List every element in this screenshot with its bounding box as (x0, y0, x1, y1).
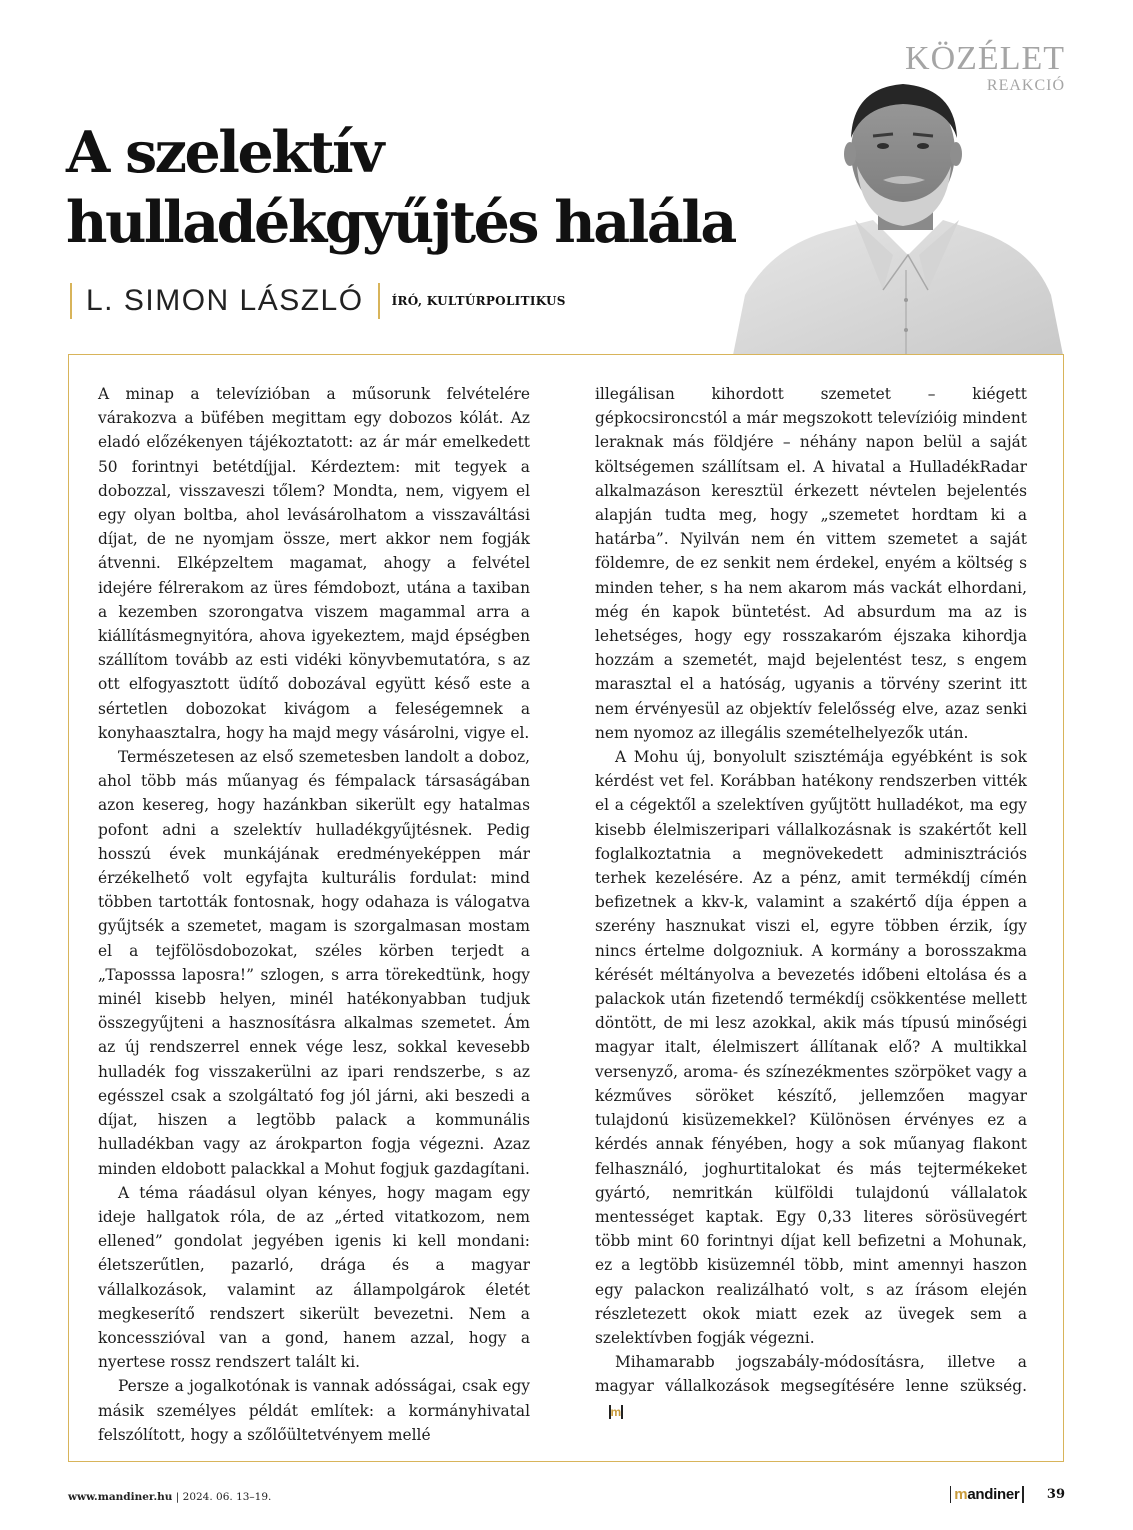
paragraph-final (595, 1350, 1027, 1424)
byline-bar-right (378, 283, 380, 319)
footer-separator: | (175, 1491, 183, 1503)
article-column-right (595, 382, 1027, 1424)
paragraph: Természetesen az első szemetesben landolt a doboz, ahol több más műanyag és fémpalack társaságában azon kesereg, hogy hazánkban sikerült egy hatalmas pofont adni a szelektív hulladékgyűjtésnek. Pedig hosszú évek munkájának eredményeképpen már érzékelhető volt egyfajta kulturális fordulat: mind többen tartották fontosnak, hogy odahaza is válogatva gyűjtsék a szemetet, magam is szorgalmasan mostam el a tejfölösdobozokat, széles körben terjedt a „Taposssa laposra!” szlogen, s arra törekedtünk, hogy minél kisebb helyen, minél hatékonyabban tudjuk összegyűjteni a hasznosításra alkalmas szemetet. Ám az új rendszerrel ennek vége lesz, sokkal kevesebb hulladék fog visszakerülni az ipari rendszerbe, s az egésszel csak a szolgáltató fog jól járni, aki beszedi a díjat, hiszen a legtöbb palack a kommunális hulladékban vagy az árokparton fogja végezni. Azaz minden eldobott palackkal a Mohut fogjuk gazdagítani. (98, 748, 530, 1178)
headline-line-1: A szelektív (66, 119, 382, 186)
page-number: 39 (1046, 1487, 1065, 1502)
logo-m: m (954, 1486, 968, 1503)
author-role: ÍRÓ, KULTÚRPOLITIKUS (391, 294, 566, 308)
author-name: L. SIMON LÁSZLÓ (86, 284, 364, 317)
footer-brand (947, 1486, 1065, 1503)
author-portrait (733, 77, 1065, 355)
logo-text: andiner (967, 1486, 1020, 1503)
paragraph: A Mohu új, bonyolult szisztémája egyébként is sok kérdést vet fel. Korábban hatékony rendszerben vitték el a cégektől a szelektíven gyűjtött hulladékot, ma egy kisebb élelmiszeripari vállalkozásnak is szakértőt kell foglalkoztatnia a megnövekedett adminisztrációs terhek kezelésére. Az a pénz, amit termékdíj címén befizetnek a kkv-k, valamint a szakértő díja éppen a szerény hasznukat viszi el, egyre többen érzik, így nincs értelme dolgozniuk. A kormány a borosszakma kérését méltányolva a bevezetés időbeni eltolása és a palackok után fizetendő termékdíj csökkentése mellett döntött, de mi lesz azokkal, akik más típusú minőségi magyar italt, élelmiszert állítanak elő? A multikkal versenyző, aroma- és színezékmentes szörpöket vagy a kézműves söröket készítő, jellemzően magyar tulajdonú kisüzemekkel? Különösen érvényes ez a kérdés annak fényében, hogy a sok műanyag flakont felhasználó, joghurtitalokat és más tejtermékeket gyártó, nemritkán külföldi tulajdonú vállalatok mentességet kaptak. Egy 0,33 literes sörösüvegért több mint 60 forintnyi díjat kell befizetni a Mohunak, ez a legtöbb kisüzemnél több, mint amennyi haszon egy palackon realizálható volt, s az írásom elején részletezett okok miatt ezek az üvegek sem a szelektívben fogják végezni. (595, 748, 1027, 1347)
article-headline (66, 118, 786, 258)
paragraph: A téma ráadásul olyan kényes, hogy magam egy ideje hallgatok róla, de az „érted vitatkozom, nem ellened” gondolat jegyében igenis ki kell mondani: életszerűtlen, pazarló, drága és a magyar vállalkozások, valamint az állampolgárok életét megkeserítő rendszert sikerült bevezetni. Nem a koncesszióval van a gond, hanem azzal, hogy a nyertese rossz rendszert talált ki. (98, 1183, 530, 1372)
article-column-left (98, 382, 530, 1447)
mandiner-logo (947, 1486, 1027, 1503)
byline (70, 280, 566, 322)
footer-url[interactable]: www.mandiner.hu (68, 1491, 173, 1503)
paragraph: illegálisan kihordott szemetet – kiégett gépkocsironcstól a már megszokott televízióig mindent leraknak más földjére – néhány napon belül a saját költségemen szállítsam el. A hivatal a HulladékRadar alkalmazáson keresztül érkezett névtelen bejelentés alapján tudta meg, hogy „szemetet hordtam ki a határba”. Nyilván nem én vittem szemetet a saját földemre, de ez senkit nem érdekel, enyém a költség s minden teher, s ha nem akarom más vackát elhordani, még én kapok büntetést. Ad absurdum ma az is lehetséges, hogy egy rosszakaróm éjszaka kihordja hozzám a szemetét, majd bejelentést tesz, s engem marasztal el a hatóság, ugyanis a törvény szerint itt nem érvényesül az objektív felelősség elve, azaz senki nem nyomoz az illegális szemételhelyezők után. (595, 385, 1027, 742)
subsection-title: REAKCIÓ (986, 77, 1065, 94)
headline-line-2: hulladékgyűjtés halála (66, 189, 735, 256)
paragraph: Persze a jogalkotónak is vannak adósságai, csak egy másik személyes példát említek: a kormányhivatal felszólított, hogy a szőlőültetvényem mellé (98, 1377, 530, 1444)
byline-bar-left (70, 283, 72, 319)
paragraph: A minap a televízióban a műsorunk felvételére várakozva a büfében megittam egy dobozos kólát. Az eladó előzékenyen tájékoztatott: az ár már emelkedett 50 forintnyi betétdíjjal. Kérdeztem: mit tegyek a dobozzal, visszaveszi tőlem? Mondta, nem, vigyem el egy olyan boltba, ahol levásárolhatom a visszaváltási díjat, de ne nyomjam össze, mert akkor nem fogják átvenni. Elképzeltem magamat, ahogy a felvétel idejére félrerakom az üres fémdobozt, utána a taxiban a kezemben szorongatva viszem magammal arra a kiállításmegnyitóra, ahova igyekeztem, majd épségben szállítom tovább az esti vidéki könyvbemutatóra, s az ott elfogyasztott üdítő dobozával együtt késő este a sértetlen dobozokat kivágom a feleségemnek a konyhaasztalra, hogy ha majd megy vásárolni, vigye el. (98, 385, 530, 742)
paragraph-final-text: Mihamarabb jogszabály-módosításra, illetve a magyar vállalkozások megsegítésére lenne szükség. (595, 1353, 1027, 1396)
footer-date: 2024. 06. 13–19. (182, 1491, 272, 1503)
section-title: KÖZÉLET (905, 40, 1065, 77)
end-mark-icon: m (610, 1404, 622, 1419)
footer-info (68, 1491, 271, 1503)
